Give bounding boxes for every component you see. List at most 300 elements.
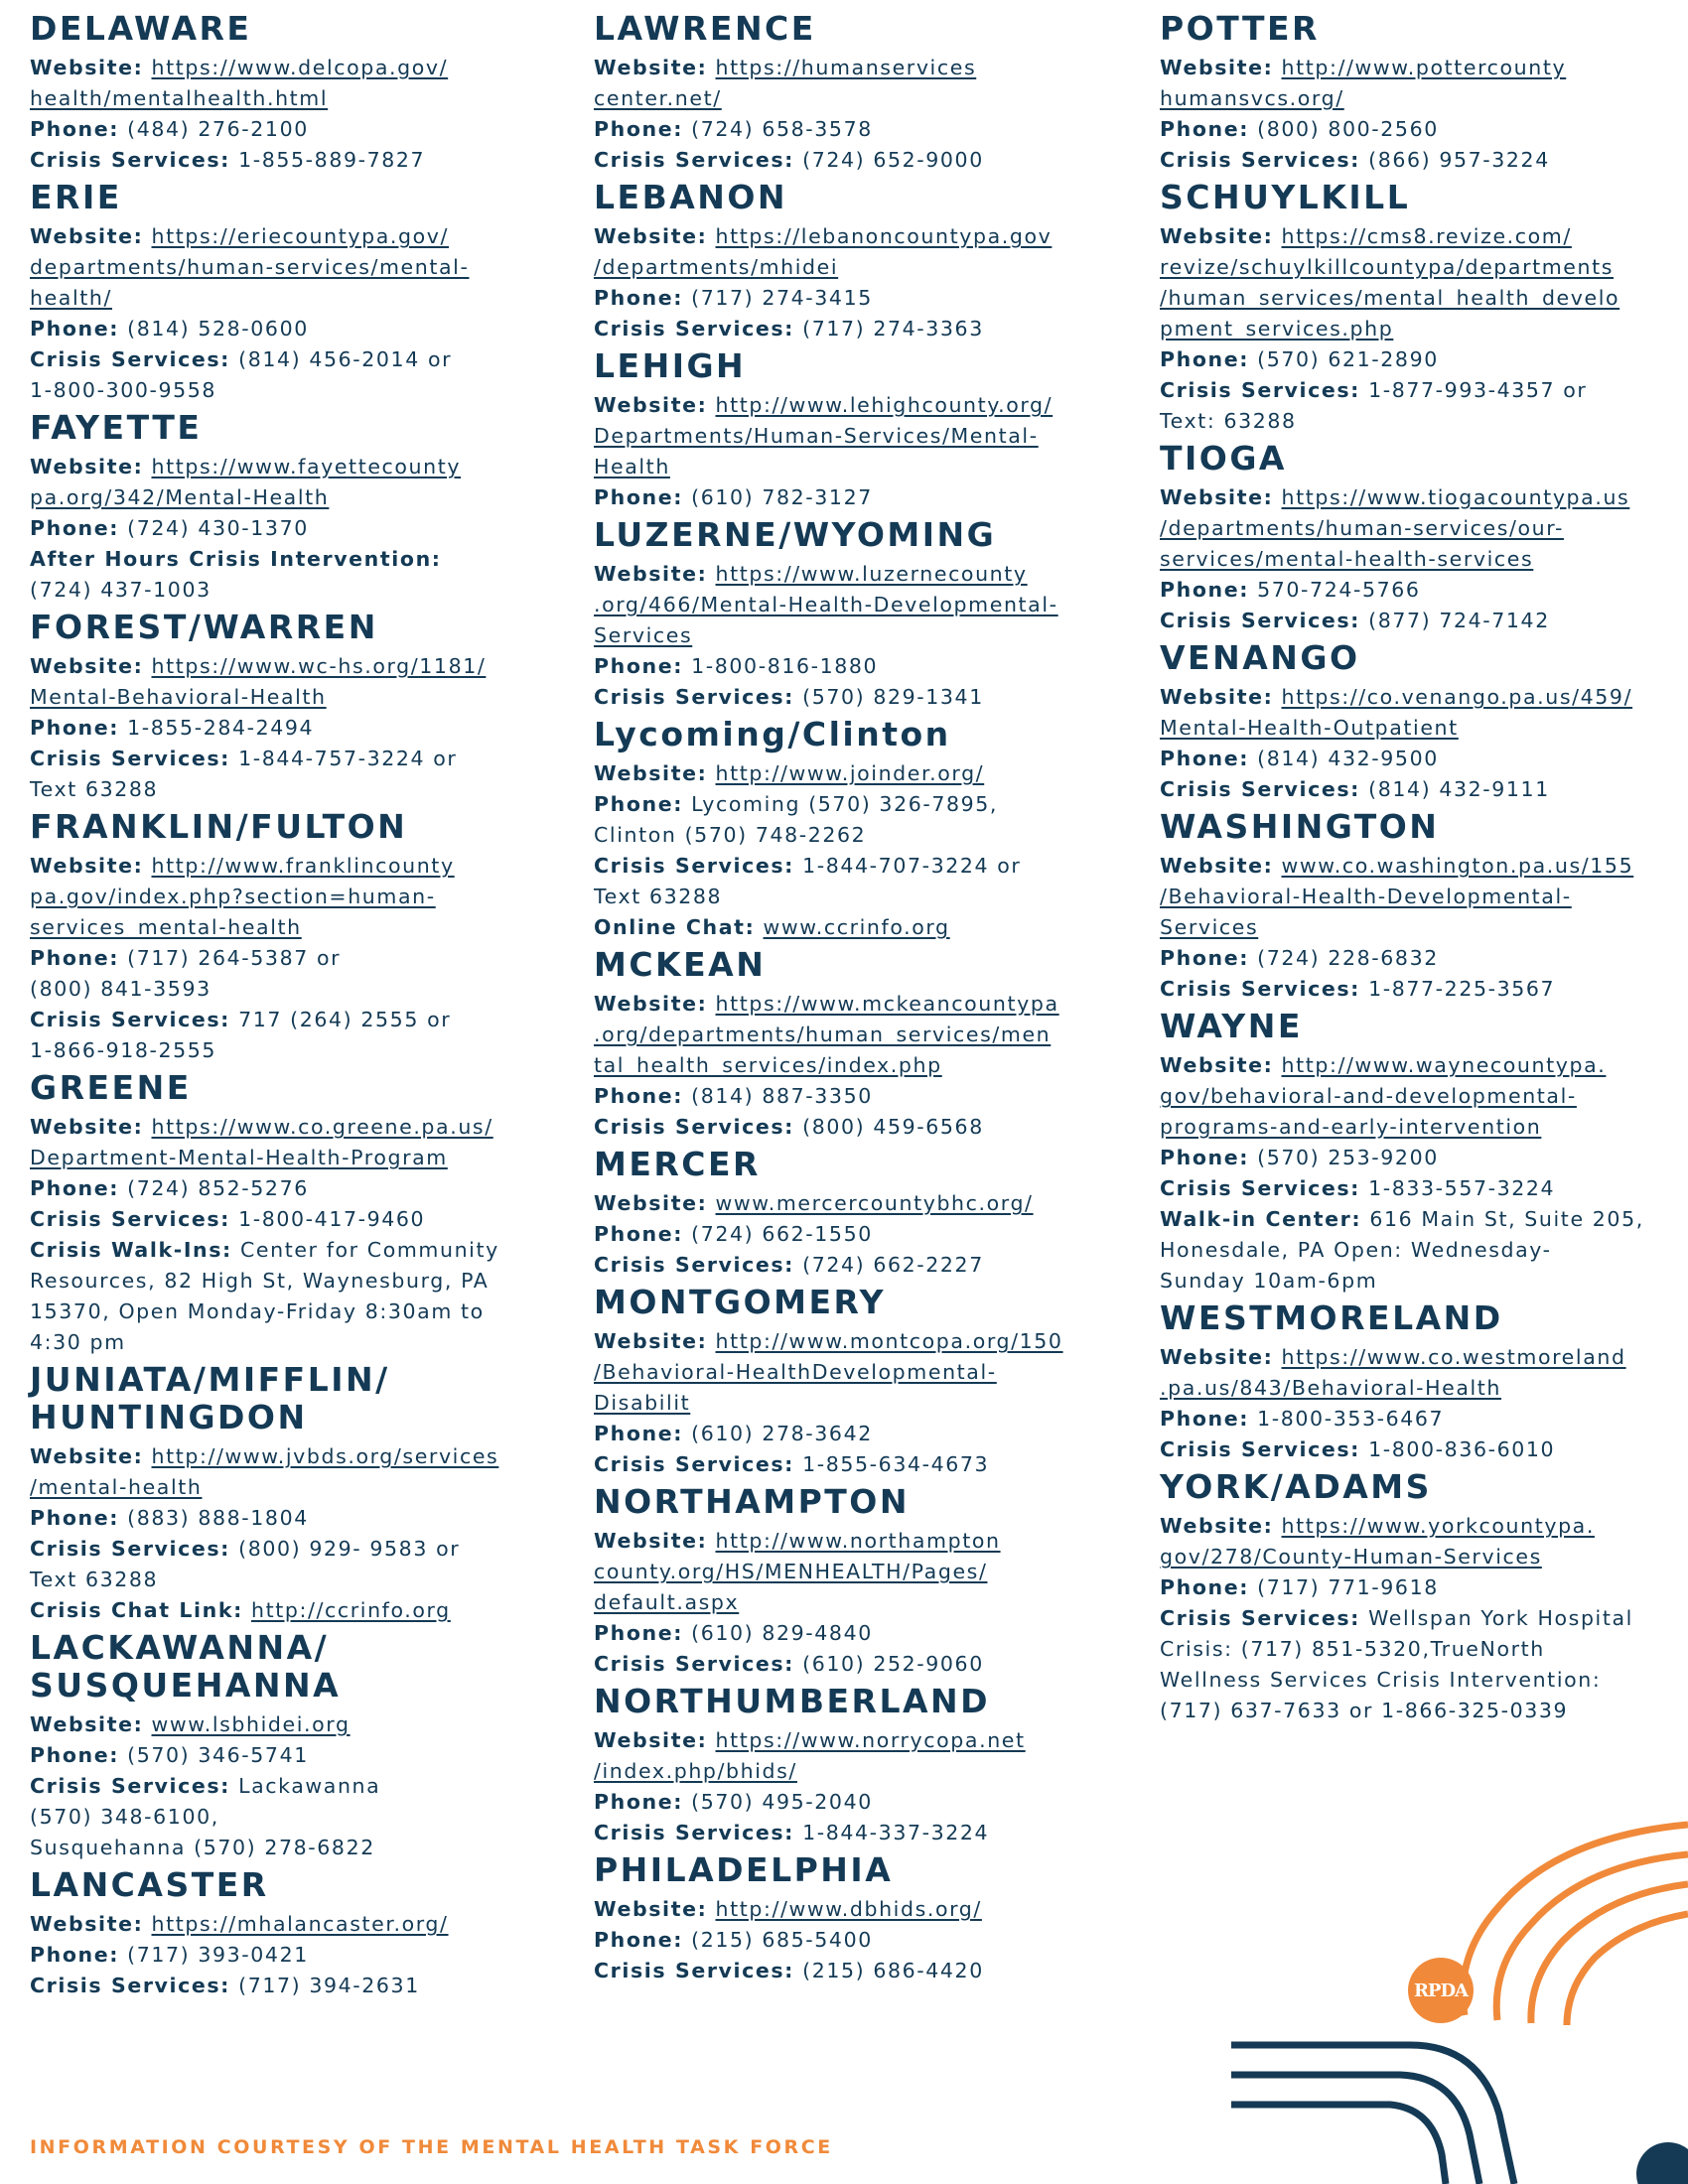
column-right (1160, 10, 1676, 1729)
field-row (1160, 943, 1676, 974)
link-segment[interactable]: /Behavioral-Health-Developmental- (1160, 885, 1572, 908)
county-name-line: MONTGOMERY (594, 1283, 887, 1321)
county-heading (1160, 1008, 1676, 1045)
field-row (1160, 606, 1676, 636)
link-segment[interactable]: pa.org/342/Mental-Health (30, 485, 330, 509)
field-label: Website: (594, 1897, 708, 1921)
field-row (594, 1925, 1110, 1956)
field-row (594, 651, 1110, 682)
county-heading (30, 179, 546, 216)
county-name-line: FOREST/WARREN (30, 608, 378, 646)
field-label: Crisis Services: (30, 1974, 230, 1997)
link-segment[interactable]: gov/behavioral-and-developmental- (1160, 1084, 1577, 1108)
field-label: Website: (594, 1191, 708, 1215)
link-segment[interactable]: http://www.montcopa.org/150 (715, 1329, 1063, 1353)
field-row (30, 114, 546, 145)
field-label: Crisis Services: (594, 1115, 794, 1139)
field-row (594, 314, 1110, 344)
field-value: Text 63288 (594, 885, 723, 908)
link-segment[interactable]: https://co.venango.pa.us/459/ (1281, 685, 1633, 709)
field-label: Crisis Services: (30, 1774, 230, 1798)
field-value: Clinton (570) 748-2262 (594, 823, 867, 847)
link-segment[interactable]: .org/departments/human_services/men (594, 1023, 1052, 1046)
field-row (30, 1112, 546, 1173)
field-row (30, 713, 546, 744)
field-value: (800) 459-6568 (802, 1115, 984, 1139)
field-row (30, 452, 546, 513)
county-name-line: YORK/ADAMS (1160, 1467, 1432, 1506)
website-link[interactable] (251, 1598, 451, 1622)
link-segment[interactable]: Mental-Health-Outpatient (1160, 716, 1459, 740)
link-segment[interactable]: https://mhalancaster.org/ (151, 1912, 449, 1936)
field-label: Website: (594, 56, 708, 79)
field-row (1160, 744, 1676, 774)
link-segment[interactable]: www.lsbhidei.org (151, 1712, 351, 1736)
link-segment[interactable]: http://www.joinder.org/ (715, 761, 985, 785)
county-heading (594, 10, 1110, 48)
link-segment[interactable]: /human_services/mental_health_develo (1160, 286, 1620, 310)
county-heading (30, 1866, 546, 1904)
field-row (594, 1526, 1110, 1618)
link-segment[interactable]: /index.php/bhids/ (594, 1759, 797, 1783)
county-name-line: DELAWARE (30, 9, 252, 48)
field-value: (814) 432-9111 (1368, 777, 1550, 801)
field-value: (570) 495-2040 (691, 1790, 873, 1814)
field-label: Crisis Services: (30, 347, 230, 371)
link-segment[interactable]: http://ccrinfo.org (251, 1598, 451, 1622)
field-value: (724) 658-3578 (691, 117, 873, 141)
field-row (594, 53, 1110, 114)
field-value: Resources, 82 High St, Waynesburg, PA (30, 1269, 490, 1293)
link-segment[interactable]: .pa.us/843/Behavioral-Health (1160, 1376, 1502, 1400)
field-label: Phone: (30, 1743, 119, 1767)
field-value: (570) 621-2890 (1257, 347, 1439, 371)
field-label: Phone: (30, 946, 119, 970)
link-segment[interactable]: http://www.waynecountypa. (1281, 1053, 1607, 1077)
county-block (30, 10, 546, 176)
county-name-line: PHILADELPHIA (594, 1850, 894, 1889)
link-segment[interactable]: https://www.wc-hs.org/1181/ (151, 654, 487, 678)
field-label: Website: (1160, 485, 1274, 509)
link-segment[interactable]: tal_health_services/index.php (594, 1053, 942, 1077)
field-value: Crisis: (717) 851-5320,TrueNorth (1160, 1637, 1545, 1661)
field-row (1160, 114, 1676, 145)
link-segment[interactable]: center.net/ (594, 86, 722, 110)
county-block (594, 1683, 1110, 1848)
field-row (594, 1894, 1110, 1925)
county-name-line: MERCER (594, 1145, 761, 1183)
field-label: Website: (1160, 854, 1274, 878)
field-row (1160, 1434, 1676, 1465)
county-block (594, 516, 1110, 713)
field-value: 1-844-337-3224 (802, 1821, 990, 1844)
field-row (30, 1005, 546, 1066)
field-value: Lycoming (570) 326-7895, (691, 792, 999, 816)
field-label: Website: (1160, 1514, 1274, 1538)
link-segment[interactable]: https://www.mckeancountypa (715, 992, 1059, 1016)
field-row (1160, 53, 1676, 114)
county-heading (594, 516, 1110, 554)
field-value: (724) 437-1003 (30, 578, 211, 602)
link-segment[interactable]: Health (594, 455, 670, 478)
field-value: (724) 852-5276 (127, 1176, 309, 1200)
link-segment[interactable]: http://www.lehighcounty.org/ (715, 393, 1054, 417)
link-segment[interactable]: revize/schuylkillcountypa/departments (1160, 255, 1615, 279)
website-link[interactable] (152, 1712, 351, 1736)
field-value: (724) 662-1550 (691, 1222, 873, 1246)
field-label: Crisis Services: (594, 148, 794, 172)
field-value: 1-866-918-2555 (30, 1038, 217, 1062)
link-segment[interactable]: /mental-health (30, 1475, 203, 1499)
county-name-line: LAWRENCE (594, 9, 816, 48)
field-row (594, 758, 1110, 789)
county-name-line: WESTMORELAND (1160, 1298, 1503, 1337)
link-segment[interactable]: Disabilit (594, 1391, 691, 1415)
field-label: Crisis Services: (30, 1537, 230, 1561)
link-segment[interactable]: http://www.franklincounty (151, 854, 455, 878)
field-label: Website: (1160, 685, 1274, 709)
link-segment[interactable]: https://www.yorkcountypa. (1281, 1514, 1595, 1538)
field-row (1160, 1050, 1676, 1143)
county-block (1160, 1299, 1676, 1465)
field-row (30, 1534, 546, 1595)
field-label: Website: (30, 56, 144, 79)
county-block (1160, 1008, 1676, 1297)
field-label: Crisis Services: (30, 1008, 230, 1031)
field-row (30, 1971, 546, 2001)
county-block (30, 808, 546, 1066)
field-value: 1-877-993-4357 or (1368, 378, 1588, 402)
county-heading (1160, 639, 1676, 677)
link-segment[interactable]: pment_services.php (1160, 317, 1394, 341)
field-value: (724) 430-1370 (127, 516, 309, 540)
link-segment[interactable]: Services (594, 623, 693, 647)
link-segment[interactable]: https://eriecountypa.gov/ (151, 224, 449, 248)
website-link[interactable] (764, 915, 950, 939)
field-row (1160, 145, 1676, 176)
field-row (1160, 1603, 1676, 1726)
county-name-line: LANCASTER (30, 1865, 269, 1904)
field-label: Website: (30, 1444, 144, 1468)
county-name-line: Lycoming/Clinton (594, 715, 951, 753)
link-segment[interactable]: Services (1160, 915, 1259, 939)
field-row (594, 912, 1110, 943)
field-value: 570-724-5766 (1257, 578, 1421, 602)
field-row (594, 482, 1110, 513)
county-heading (30, 1069, 546, 1107)
link-segment[interactable]: /departments/human-services/our- (1160, 516, 1564, 540)
field-label: Crisis Services: (1160, 1606, 1360, 1630)
field-label: Crisis Chat Link: (30, 1598, 243, 1622)
county-name-line: LUZERNE/WYOMING (594, 515, 997, 554)
link-segment[interactable]: https://www.luzernecounty (715, 562, 1028, 586)
field-row (30, 1173, 546, 1204)
county-name-line: HUNTINGDON (30, 1398, 308, 1436)
county-heading (30, 409, 546, 447)
field-row (30, 314, 546, 344)
field-label: Online Chat: (594, 915, 756, 939)
field-value: 1-855-634-4673 (802, 1452, 990, 1476)
field-value: (717) 264-5387 or (127, 946, 342, 970)
link-segment[interactable]: https://www.co.greene.pa.us/ (151, 1115, 493, 1139)
field-label: Crisis Walk-Ins: (30, 1238, 232, 1262)
county-block (594, 716, 1110, 943)
field-value: 616 Main St, Suite 205, (1369, 1207, 1644, 1231)
field-value: (717) 274-3363 (802, 317, 984, 341)
field-row (594, 989, 1110, 1081)
field-label: Website: (1160, 224, 1274, 248)
field-row (30, 1595, 546, 1626)
county-heading (30, 1629, 546, 1705)
website-link[interactable] (152, 1912, 449, 1936)
county-heading (30, 1361, 546, 1436)
field-row (1160, 221, 1676, 344)
link-segment[interactable]: https://www.norrycopa.net (715, 1728, 1026, 1752)
link-segment[interactable]: .org/466/Mental-Health-Developmental- (594, 593, 1058, 616)
field-value: (215) 686-4420 (802, 1959, 984, 1982)
link-segment[interactable]: https://cms8.revize.com/ (1281, 224, 1572, 248)
link-segment[interactable]: https://www.delcopa.gov/ (151, 56, 449, 79)
field-value: 1-800-816-1880 (691, 654, 879, 678)
field-row (30, 744, 546, 805)
field-label: Website: (594, 992, 708, 1016)
column-middle (594, 10, 1110, 1989)
field-row (30, 344, 546, 406)
field-value: 1-855-889-7827 (238, 148, 426, 172)
link-segment[interactable]: http://www.jvbds.org/services (151, 1444, 499, 1468)
field-value: Text 63288 (30, 777, 159, 801)
field-label: Crisis Services: (1160, 777, 1360, 801)
county-name-line: ERIE (30, 178, 122, 216)
county-name-line: POTTER (1160, 9, 1320, 48)
field-row (1160, 1173, 1676, 1204)
field-row (1160, 1572, 1676, 1603)
link-segment[interactable]: /Behavioral-HealthDevelopmental- (594, 1360, 997, 1384)
link-segment[interactable]: /departments/mhidei (594, 255, 839, 279)
link-segment[interactable]: programs-and-early-intervention (1160, 1115, 1542, 1139)
county-name-line: VENANGO (1160, 638, 1360, 677)
link-segment[interactable]: gov/278/County-Human-Services (1160, 1545, 1542, 1569)
link-segment[interactable]: www.mercercountybhc.org/ (715, 1191, 1034, 1215)
field-value: (570) 829-1341 (802, 685, 984, 709)
county-heading (594, 347, 1110, 385)
link-segment[interactable]: https://www.fayettecounty (151, 455, 462, 478)
field-label: Crisis Services: (594, 685, 794, 709)
field-label: Crisis Services: (30, 747, 230, 770)
county-name-line: NORTHAMPTON (594, 1482, 910, 1521)
field-label: Phone: (30, 716, 119, 740)
field-row (30, 1503, 546, 1534)
field-value: 1-800-300-9558 (30, 378, 217, 402)
website-link[interactable] (716, 1191, 1034, 1215)
link-segment[interactable]: www.ccrinfo.org (763, 915, 950, 939)
website-link[interactable] (716, 761, 985, 785)
field-label: Crisis Services: (594, 1652, 794, 1676)
field-row (594, 1618, 1110, 1649)
county-name-line: LACKAWANNA/ (30, 1628, 330, 1667)
field-value: 1-800-836-6010 (1368, 1437, 1556, 1461)
county-heading (1160, 808, 1676, 846)
field-row (30, 1235, 546, 1358)
field-row (30, 145, 546, 176)
link-segment[interactable]: departments/human-services/mental- (30, 255, 470, 279)
county-block (594, 1851, 1110, 1986)
field-row (1160, 344, 1676, 375)
field-row (30, 221, 546, 314)
field-row (1160, 682, 1676, 744)
link-segment[interactable]: https://humanservices (715, 56, 977, 79)
field-row (594, 1649, 1110, 1680)
field-label: Phone: (30, 1176, 119, 1200)
field-label: Phone: (30, 516, 119, 540)
field-label: Phone: (1160, 117, 1249, 141)
field-label: Website: (594, 224, 708, 248)
field-label: Website: (1160, 1345, 1274, 1369)
county-name-line: WASHINGTON (1160, 807, 1440, 846)
rpda-logo: RPDA (1408, 1958, 1474, 2023)
field-label: Website: (30, 224, 144, 248)
field-row (594, 1449, 1110, 1480)
field-value: Text 63288 (30, 1568, 159, 1591)
field-label: Website: (30, 455, 144, 478)
county-block (594, 10, 1110, 176)
field-label: Website: (30, 654, 144, 678)
link-segment[interactable]: Department-Mental-Health-Program (30, 1146, 448, 1169)
field-row (594, 1250, 1110, 1281)
field-row (594, 1081, 1110, 1112)
county-block (30, 1361, 546, 1626)
field-row (1160, 1143, 1676, 1173)
link-segment[interactable]: https://www.tiogacountypa.us (1281, 485, 1630, 509)
link-segment[interactable]: pa.gov/index.php?section=human- (30, 885, 436, 908)
field-label: Phone: (594, 1790, 683, 1814)
field-value: (610) 278-3642 (691, 1422, 873, 1445)
field-value: Center for Community (239, 1238, 499, 1262)
field-row (594, 1818, 1110, 1848)
field-label: Crisis Services: (594, 1821, 794, 1844)
link-segment[interactable]: http://www.northampton (715, 1529, 1001, 1553)
county-heading (1160, 10, 1676, 48)
field-label: Website: (594, 761, 708, 785)
link-segment[interactable]: Mental-Behavioral-Health (30, 685, 327, 709)
field-row (30, 943, 546, 1005)
field-label: Crisis Services: (1160, 1437, 1360, 1461)
county-block (30, 1629, 546, 1863)
field-value: Wellness Services Crisis Intervention: (1160, 1668, 1602, 1692)
county-block (1160, 808, 1676, 1005)
field-value: Sunday 10am-6pm (1160, 1269, 1378, 1293)
county-heading (30, 10, 546, 48)
county-block (30, 609, 546, 805)
field-row (1160, 1204, 1676, 1297)
county-heading (594, 1146, 1110, 1183)
field-label: Phone: (594, 1222, 683, 1246)
field-row (30, 1940, 546, 1971)
county-block (1160, 440, 1676, 636)
field-value: 1-844-707-3224 or (802, 854, 1022, 878)
county-block (594, 1146, 1110, 1281)
website-link[interactable] (716, 1897, 982, 1921)
county-heading (1160, 440, 1676, 478)
field-label: Crisis Services: (594, 1452, 794, 1476)
field-row (594, 1219, 1110, 1250)
field-row (30, 1740, 546, 1771)
link-segment[interactable]: services_mental-health (30, 915, 302, 939)
field-row (1160, 774, 1676, 805)
link-segment[interactable]: https://www.co.westmoreland (1281, 1345, 1626, 1369)
county-heading (594, 716, 1110, 753)
field-value: Wellspan York Hospital (1368, 1606, 1633, 1630)
field-label: Website: (30, 1912, 144, 1936)
county-block (1160, 639, 1676, 805)
field-label: After Hours Crisis Intervention: (30, 547, 442, 571)
field-label: Phone: (1160, 1575, 1249, 1599)
field-label: Phone: (594, 1422, 683, 1445)
field-label: Phone: (594, 792, 683, 816)
county-name-line: TIOGA (1160, 439, 1287, 478)
field-label: Website: (30, 1712, 144, 1736)
link-segment[interactable]: health/ (30, 286, 112, 310)
field-label: Website: (1160, 1053, 1274, 1077)
county-block (594, 347, 1110, 513)
field-label: Phone: (30, 317, 119, 341)
field-value: (877) 724-7142 (1368, 609, 1550, 632)
link-segment[interactable]: http://www.dbhids.org/ (715, 1897, 982, 1921)
field-label: Website: (1160, 56, 1274, 79)
field-value: (570) 253-9200 (1257, 1146, 1439, 1169)
county-name-line: GREENE (30, 1068, 192, 1107)
field-label: Phone: (30, 1506, 119, 1530)
field-value: (814) 456-2014 or (238, 347, 453, 371)
field-row (594, 145, 1110, 176)
field-row (30, 851, 546, 943)
field-row (594, 1188, 1110, 1219)
field-value: 1-855-284-2494 (127, 716, 315, 740)
county-heading (594, 1683, 1110, 1720)
field-label: Website: (594, 1728, 708, 1752)
link-segment[interactable]: county.org/HS/MENHEALTH/Pages/ (594, 1560, 988, 1583)
field-value: (484) 276-2100 (127, 117, 309, 141)
link-segment[interactable]: humansvcs.org/ (1160, 86, 1344, 110)
field-label: Crisis Services: (1160, 378, 1360, 402)
link-segment[interactable]: default.aspx (594, 1590, 740, 1614)
field-value: (800) 929- 9583 or (238, 1537, 461, 1561)
link-segment[interactable]: health/mentalhealth.html (30, 86, 329, 110)
county-block (594, 1284, 1110, 1480)
county-name-line: SCHUYLKILL (1160, 178, 1411, 216)
field-row (594, 1326, 1110, 1419)
link-segment[interactable]: http://www.pottercounty (1281, 56, 1567, 79)
field-row (594, 221, 1110, 283)
county-heading (594, 946, 1110, 984)
field-label: Phone: (594, 654, 683, 678)
county-heading (594, 1483, 1110, 1521)
field-value: (717) 274-3415 (691, 286, 873, 310)
county-heading (30, 808, 546, 846)
field-value: (724) 652-9000 (802, 148, 984, 172)
field-row (594, 283, 1110, 314)
county-heading (594, 179, 1110, 216)
field-label: Crisis Services: (594, 317, 794, 341)
link-segment[interactable]: https://lebanoncountypa.gov (715, 224, 1053, 248)
link-segment[interactable]: Departments/Human-Services/Mental- (594, 424, 1039, 448)
field-row (594, 1956, 1110, 1986)
link-segment[interactable]: services/mental-health-services (1160, 547, 1534, 571)
field-row (30, 1709, 546, 1740)
link-segment[interactable]: www.co.washington.pa.us/155 (1281, 854, 1634, 878)
field-value: (717) 394-2631 (238, 1974, 420, 1997)
field-value: (610) 782-3127 (691, 485, 873, 509)
